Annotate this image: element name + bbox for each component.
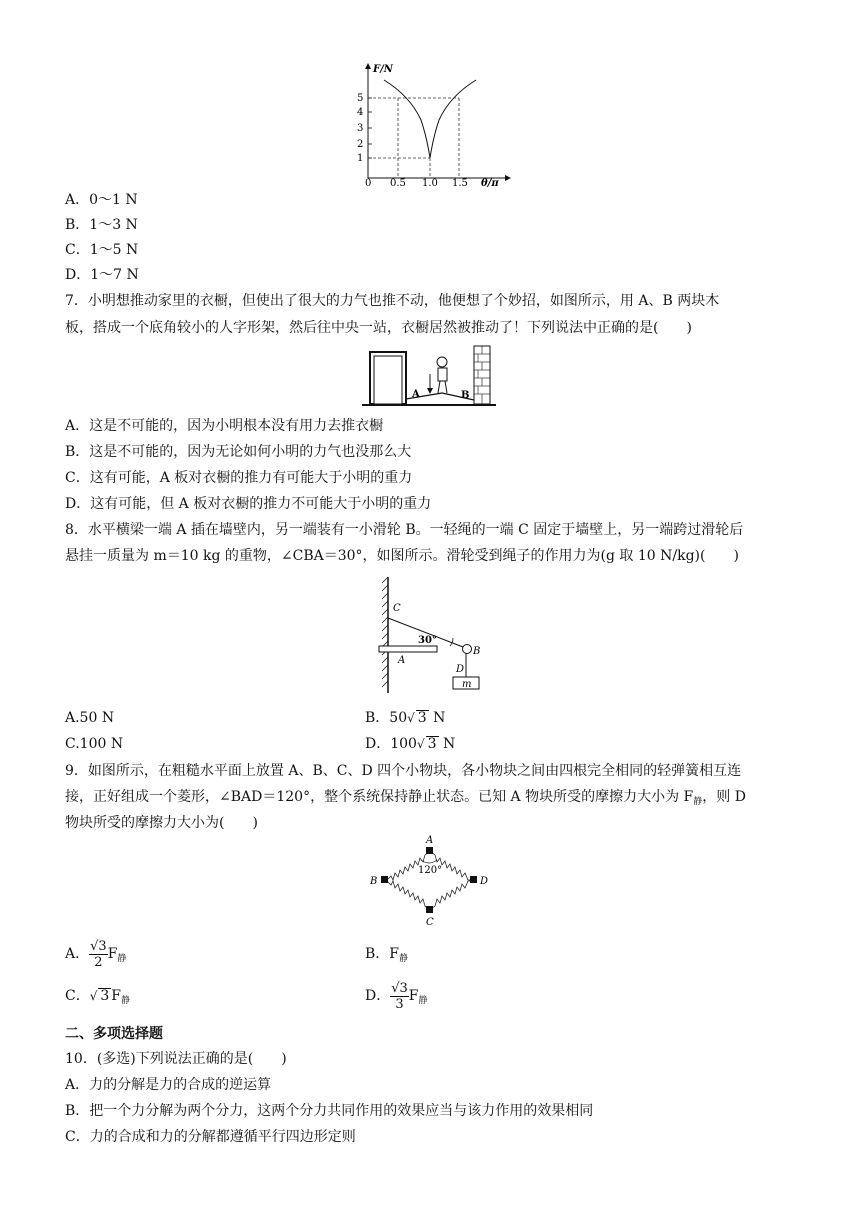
rhombus-springs-figure: [365, 832, 495, 928]
svg-text:A: A: [412, 389, 420, 400]
svg-text:30°: 30°: [418, 635, 437, 646]
q9-stem-line2: 接，正好组成一个菱形，∠BAD＝120°，整个系统保持静止状态。已知 A 物块所受的摩擦力大小为 $F_静$，则 D: [65, 789, 746, 807]
beam-pulley-figure: [370, 575, 490, 695]
q7-stem-line2: 板，搭成一个底角较小的人字形架，然后往中央一站，衣橱居然被推动了！下列说法中正确的是( ): [65, 320, 692, 336]
q7-stem-line1: 7．小明想推动家里的衣橱，但使出了很大的力气也推不动，他便想了个妙招，如图所示，用 A、B 两块木: [65, 293, 720, 309]
q9-option-b: B．$F_静$: [365, 946, 409, 964]
q10-option-c: C．力的合成和力的分解都遵循平行四边形定则: [65, 1129, 356, 1145]
q10-option-a: A．力的分解是力的合成的逆运算: [65, 1077, 272, 1093]
section-title: 二、多项选择题: [65, 1026, 163, 1042]
svg-text:C: C: [426, 917, 434, 928]
q8-option-c: C.100 N: [65, 736, 124, 752]
svg-text:D: D: [480, 876, 489, 887]
q7-option-d: D．这有可能，但 A 板对衣橱的推力不可能大于小明的重力: [65, 496, 432, 512]
svg-text:A: A: [398, 655, 406, 666]
q10-option-b: B．把一个力分解为两个分力，这两个分力共同作用的效果应当与该力作用的效果相同: [65, 1103, 594, 1119]
q6-option-b: B．1～3 N: [65, 217, 138, 233]
q8-option-a: A.50 N: [65, 710, 115, 726]
q8-stem-line2: 悬挂一质量为 m＝10 kg 的重物，∠CBA＝30°，如图所示。滑轮受到绳子的作用力为(g 取 10 N/kg)( ): [65, 548, 739, 564]
q7-option-b: B．这是不可能的，因为无论如何小明的力气也没那么大: [65, 444, 412, 460]
q8-stem-line1: 8．水平横梁一端 A 插在墙壁内，另一端装有一小滑轮 B。一轻绳的一端 C 固定于墙壁上，另一端跨过滑轮后: [65, 522, 744, 538]
q9-option-c: C．√ 3 $F_静$: [65, 988, 131, 1006]
q8-option-b: B．50√ 3 N: [365, 710, 446, 726]
wardrobe-figure: [360, 344, 500, 410]
svg-text:D: D: [456, 664, 465, 675]
svg-text:B: B: [370, 876, 378, 887]
svg-text:2: 2: [357, 139, 364, 150]
svg-text:m: m: [462, 679, 472, 690]
svg-text:3: 3: [357, 123, 364, 134]
q6-option-a: A．0～1 N: [65, 192, 138, 208]
svg-text:120°: 120°: [418, 865, 443, 876]
q7-option-a: A．这是不可能的，因为小明根本没有用力去推衣橱: [65, 418, 384, 434]
svg-text:C: C: [393, 603, 401, 614]
svg-text:1.0: 1.0: [422, 178, 438, 189]
svg-text:A: A: [426, 835, 434, 846]
svg-text:0: 0: [365, 178, 372, 189]
svg-text:1.5: 1.5: [452, 178, 468, 189]
q9-stem-line1: 9．如图所示，在粗糙水平面上放置 A、B、C、D 四个小物块，各小物块之间由四根完全相同的轻弹簧相互连: [65, 763, 742, 779]
svg-text:B: B: [461, 390, 470, 401]
force-angle-graph: [355, 60, 515, 190]
q7-option-c: C．这有可能，A 板对衣橱的推力有可能大于小明的重力: [65, 470, 413, 486]
svg-text:4: 4: [357, 107, 364, 118]
graph-y-label: F/N: [373, 64, 393, 75]
svg-text:5: 5: [357, 93, 364, 104]
q10-stem: 10．(多选)下列说法正确的是( ): [65, 1051, 287, 1067]
svg-text:1: 1: [357, 153, 364, 164]
svg-text:0.5: 0.5: [390, 178, 406, 189]
q9-option-a: A． $\frac{√3}{2}$ $F_静$: [65, 938, 127, 970]
q9-option-d: D． $\frac{√3}{3}$ $F_静$: [365, 980, 428, 1012]
q6-option-d: D．1～7 N: [65, 267, 139, 283]
svg-text:B: B: [473, 646, 481, 657]
graph-x-label: θ/π: [481, 178, 499, 189]
q9-stem-line3: 物块所受的摩擦力大小为( ): [65, 815, 258, 831]
q8-option-d: D．100√ 3 N: [365, 736, 456, 752]
q6-option-c: C．1～5 N: [65, 242, 139, 258]
